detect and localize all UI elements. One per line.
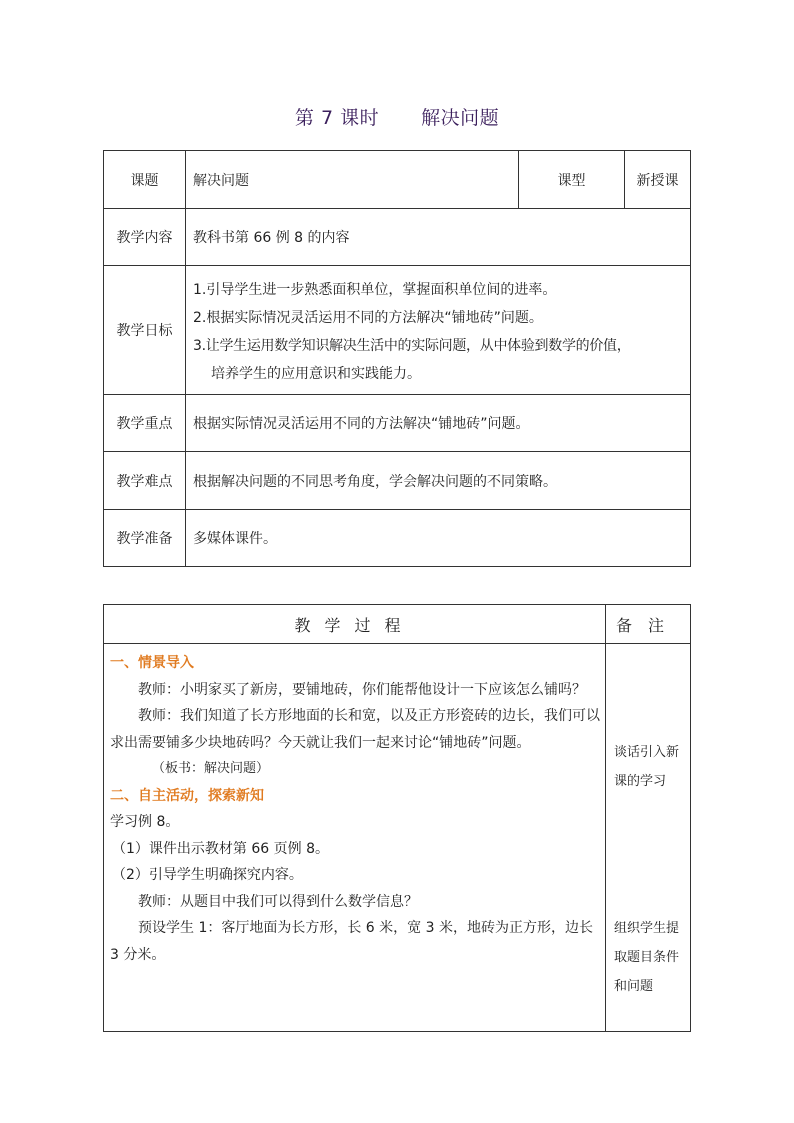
- board-note: （板书：解决问题）: [152, 761, 270, 776]
- page-title: [0, 103, 794, 130]
- topic-label: 课题: [104, 151, 186, 209]
- difficulty-value: 根据解决问题的不同思考角度，学会解决问题的不同策略。: [186, 452, 691, 510]
- process-header: 教学过程: [104, 605, 606, 644]
- goal-item: 1.引导学生进一步熟悉面积单位，掌握面积单位间的进率。: [193, 282, 557, 298]
- section-explore-heading: 二、自主活动，探索新知: [110, 787, 264, 804]
- type-value: 新授课: [625, 151, 691, 209]
- goal-item: 培养学生的应用意识和实践能力。: [211, 366, 421, 382]
- prep-value: 多媒体课件。: [186, 510, 691, 567]
- key-label: 教学重点: [104, 395, 186, 452]
- key-value: 根据实际情况灵活运用不同的方法解决“铺地砖”问题。: [186, 395, 691, 452]
- process-body: [104, 644, 606, 1032]
- note-text: 谈话引入新课的学习: [614, 745, 680, 789]
- topic-row: [104, 151, 691, 209]
- goals-cell: [186, 266, 691, 395]
- lesson-number: 第 7 课时: [294, 107, 380, 129]
- teaching-process-table: [103, 604, 691, 1032]
- lesson-topic: 解决问题: [421, 107, 500, 129]
- difficulty-row: [104, 452, 691, 510]
- difficulty-label: 教学难点: [104, 452, 186, 510]
- lesson-info-table: [103, 150, 691, 567]
- step-line: （1）课件出示教材第 66 页例 8。: [112, 840, 329, 857]
- goal-item: 3.让学生运用数学知识解决生活中的实际问题，从中体验到数学的价值，: [193, 338, 631, 354]
- paragraph: 教师：小明家买了新房，要铺地砖，你们能帮他设计一下应该怎么铺吗？: [138, 681, 586, 698]
- note-text: 组织学生提取题目条件和问题: [614, 921, 680, 994]
- paragraph: 教师：我们知道了长方形地面的长和宽，以及正方形瓷砖的边长，我们可以求出需要铺多少块地砖吗？今天就让我们一起来讨论“铺地砖”问题。: [110, 708, 600, 751]
- content-row: [104, 209, 691, 266]
- note-column: [606, 644, 691, 1032]
- step-line: （2）引导学生明确探究内容。: [112, 867, 303, 883]
- prep-label: 教学准备: [104, 510, 186, 567]
- note-header: 备注: [606, 605, 691, 644]
- paragraph: 教师：从题目中我们可以得到什么数学信息？: [138, 893, 418, 910]
- paragraph: 预设学生 1：客厅地面为长方形，长 6 米，宽 3 米，地砖为正方形，边长 3 分米。: [110, 920, 593, 963]
- topic-value: 解决问题: [186, 151, 519, 209]
- goals-row: [104, 266, 691, 395]
- content-label: 教学内容: [104, 209, 186, 266]
- goal-item: 2.根据实际情况灵活运用不同的方法解决“铺地砖”问题。: [193, 310, 543, 326]
- section-intro-heading: 一、情景导入: [110, 655, 194, 671]
- goals-label: 教学日标: [104, 266, 186, 395]
- process-body-row: [104, 644, 691, 1032]
- prep-row: [104, 510, 691, 567]
- content-value: 教科书第 66 例 8 的内容: [186, 209, 691, 266]
- key-row: [104, 395, 691, 452]
- type-label: 课型: [519, 151, 625, 209]
- process-header-row: [104, 605, 691, 644]
- study-line: 学习例 8。: [110, 814, 180, 830]
